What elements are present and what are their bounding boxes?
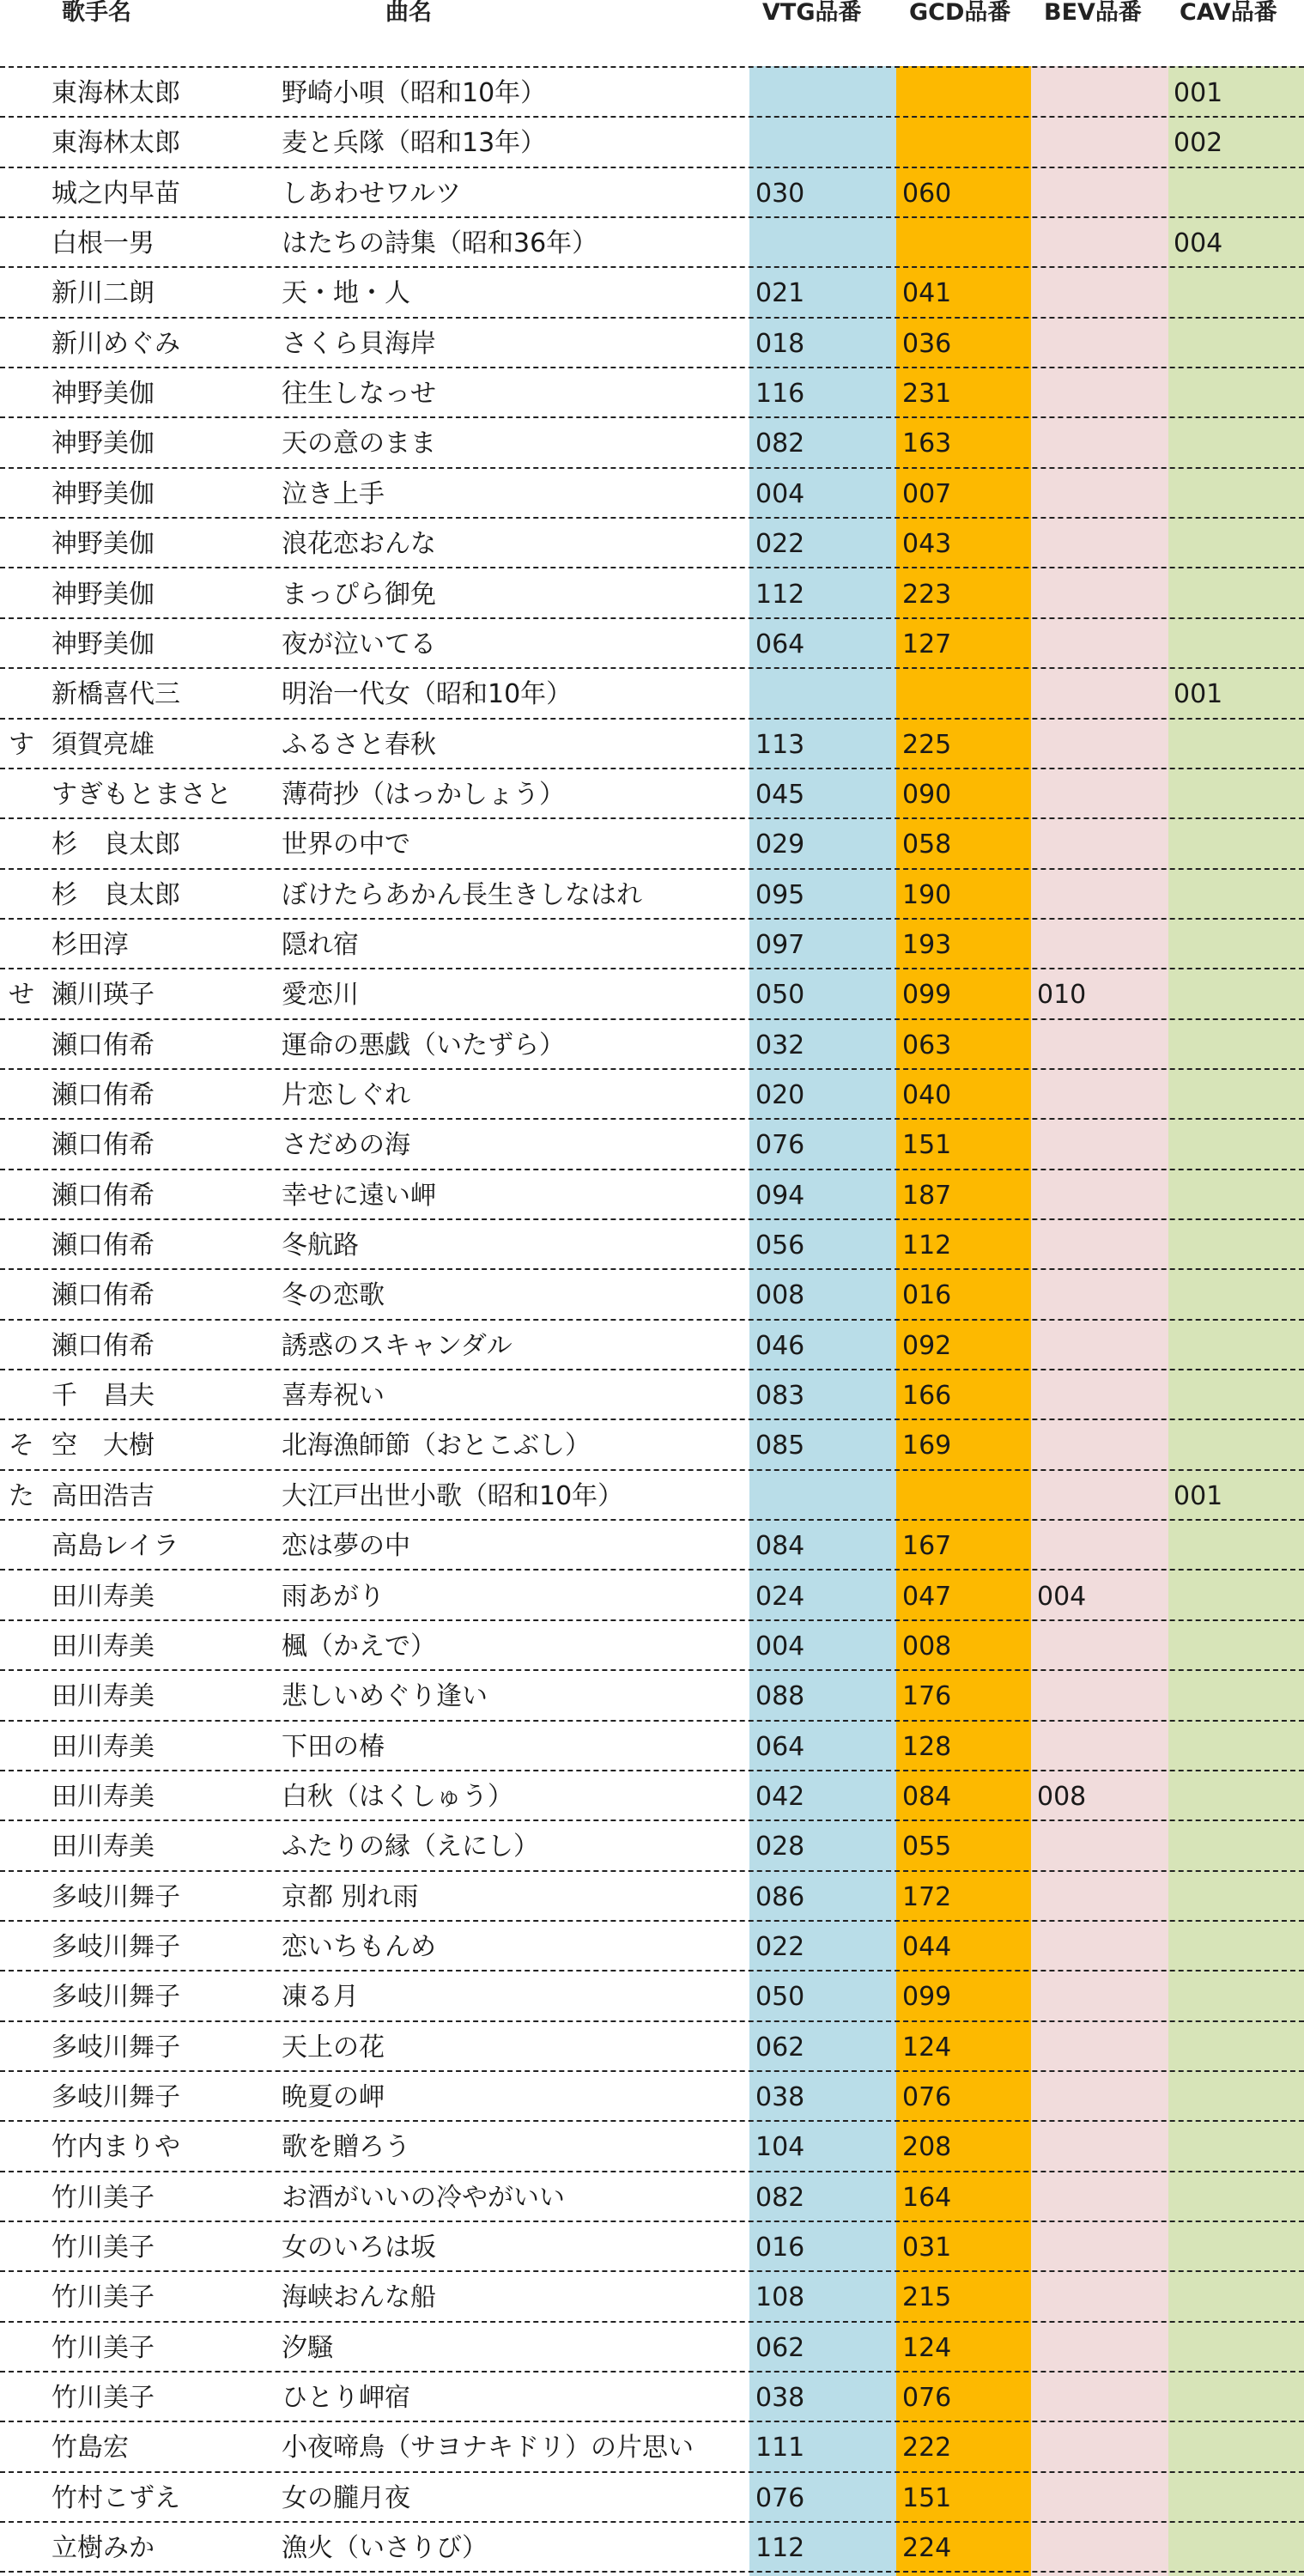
vtg-number: 022 — [755, 1931, 805, 1962]
song-title: 雨あがり — [282, 1581, 385, 1612]
table-row — [0, 2473, 1304, 2523]
artist-name: 神野美伽 — [52, 629, 155, 659]
song-title: 世界の中で — [282, 829, 410, 860]
gcd-number: 225 — [902, 729, 952, 760]
vtg-number: 018 — [755, 328, 805, 359]
table-row — [0, 1671, 1304, 1721]
header-title: 曲名 — [385, 0, 432, 26]
vtg-number: 038 — [755, 2082, 805, 2112]
song-title: 京都 別れ雨 — [282, 1881, 419, 1912]
vtg-number: 004 — [755, 478, 805, 509]
artist-name: 多岐川舞子 — [52, 1881, 180, 1912]
gcd-number: 166 — [902, 1381, 952, 1412]
gcd-number: 231 — [902, 379, 952, 410]
gcd-number: 151 — [902, 2482, 952, 2513]
kana-index: せ — [9, 980, 34, 1011]
artist-name: 竹内まりや — [52, 2132, 180, 2163]
vtg-number: 062 — [755, 2032, 805, 2063]
artist-name: 高田浩吉 — [52, 1480, 155, 1511]
gcd-number: 124 — [902, 2332, 952, 2363]
vtg-number: 008 — [755, 1280, 805, 1311]
song-title: 漁火（いさりび） — [282, 2533, 488, 2564]
vtg-number: 062 — [755, 2332, 805, 2363]
cav-number: 001 — [1174, 78, 1223, 108]
artist-name: 神野美伽 — [52, 428, 155, 459]
gcd-number: 099 — [902, 980, 952, 1011]
song-title: 誘惑のスキャンダル — [282, 1330, 513, 1361]
gcd-number: 055 — [902, 1832, 952, 1862]
gcd-number: 164 — [902, 2182, 952, 2213]
cav-number: 001 — [1174, 679, 1223, 710]
song-title: ひとり岬宿 — [282, 2383, 410, 2414]
gcd-number: 060 — [902, 178, 952, 209]
song-title: 麦と兵隊（昭和13年） — [282, 128, 547, 159]
table-row — [0, 2372, 1304, 2422]
vtg-number: 084 — [755, 1531, 805, 1562]
artist-name: すぎもとまさと — [52, 779, 232, 810]
table-row — [0, 1270, 1304, 1320]
table-row — [0, 2523, 1304, 2573]
header-cav: CAV品番 — [1180, 0, 1277, 26]
table-row — [0, 1420, 1304, 1470]
table-row — [0, 1971, 1304, 2021]
table-row — [0, 218, 1304, 268]
vtg-number: 024 — [755, 1581, 805, 1612]
table-row — [0, 268, 1304, 318]
vtg-number: 032 — [755, 1030, 805, 1060]
song-title: しあわせワルツ — [282, 178, 462, 209]
table-row — [0, 1771, 1304, 1821]
header-bev: BEV品番 — [1044, 0, 1142, 26]
gcd-number: 007 — [902, 478, 952, 509]
vtg-number: 016 — [755, 2233, 805, 2263]
song-title: 幸せに遠い岬 — [282, 1180, 436, 1211]
gcd-number: 167 — [902, 1531, 952, 1562]
song-title: 明治一代女（昭和10年） — [282, 679, 573, 710]
song-title: 晩夏の岬 — [282, 2082, 385, 2112]
song-title: はたちの詩集（昭和36年） — [282, 228, 598, 259]
table-row — [0, 368, 1304, 418]
vtg-number: 030 — [755, 178, 805, 209]
cav-number: 001 — [1174, 1480, 1223, 1511]
gcd-number: 016 — [902, 1280, 952, 1311]
artist-name: 新川めぐみ — [52, 328, 180, 359]
song-title: 女のいろは坂 — [282, 2233, 436, 2263]
vtg-number: 004 — [755, 1631, 805, 1662]
gcd-number: 222 — [902, 2433, 952, 2464]
artist-name: 杉 良太郎 — [52, 879, 180, 910]
song-title: ふるさと春秋 — [282, 729, 436, 760]
artist-name: 竹川美子 — [52, 2233, 155, 2263]
kana-index: す — [9, 729, 34, 760]
gcd-number: 040 — [902, 1080, 952, 1110]
gcd-number: 036 — [902, 328, 952, 359]
table-row — [0, 1521, 1304, 1571]
table-row — [0, 1020, 1304, 1070]
table-row — [0, 519, 1304, 568]
artist-name: 田川寿美 — [52, 1631, 155, 1662]
gcd-number: 223 — [902, 579, 952, 610]
table-row — [0, 720, 1304, 769]
gcd-number: 047 — [902, 1581, 952, 1612]
vtg-number: 076 — [755, 2482, 805, 2513]
bev-number: 004 — [1037, 1581, 1087, 1612]
table-row — [0, 118, 1304, 167]
gcd-number: 187 — [902, 1180, 952, 1211]
vtg-number: 083 — [755, 1381, 805, 1412]
table-row — [0, 819, 1304, 869]
header-artist: 歌手名 — [62, 0, 131, 26]
artist-name: 田川寿美 — [52, 1681, 155, 1712]
table-row — [0, 2172, 1304, 2222]
table-row — [0, 1571, 1304, 1621]
artist-name: 瀬口侑希 — [52, 1230, 155, 1261]
gcd-number: 124 — [902, 2032, 952, 2063]
gcd-number: 076 — [902, 2082, 952, 2112]
table-row — [0, 1872, 1304, 1922]
artist-name: 竹川美子 — [52, 2383, 155, 2414]
artist-name: 竹村こずえ — [52, 2482, 180, 2513]
artist-name: 多岐川舞子 — [52, 2082, 180, 2112]
artist-name: 神野美伽 — [52, 379, 155, 410]
vtg-number: 113 — [755, 729, 805, 760]
vtg-number: 038 — [755, 2383, 805, 2414]
vtg-number: 056 — [755, 1230, 805, 1261]
gcd-number: 099 — [902, 1982, 952, 2013]
cav-number: 004 — [1174, 228, 1223, 259]
song-title: 悲しいめぐり逢い — [282, 1681, 488, 1712]
table-row — [0, 1922, 1304, 1971]
table-row — [0, 870, 1304, 920]
artist-name: 田川寿美 — [52, 1731, 155, 1762]
song-title: 大江戸出世小歌（昭和10年） — [282, 1480, 624, 1511]
song-title: まっぴら御免 — [282, 579, 436, 610]
song-title: 下田の椿 — [282, 1731, 385, 1762]
gcd-number: 128 — [902, 1731, 952, 1762]
table-row — [0, 1722, 1304, 1771]
artist-name: 城之内早苗 — [52, 178, 180, 209]
vtg-number: 020 — [755, 1080, 805, 1110]
table-row — [0, 2222, 1304, 2272]
table-row — [0, 2122, 1304, 2172]
table-row — [0, 469, 1304, 519]
song-title: さくら貝海岸 — [282, 328, 436, 359]
bev-number: 008 — [1037, 1781, 1087, 1812]
vtg-number: 095 — [755, 879, 805, 910]
artist-name: 瀬口侑希 — [52, 1130, 155, 1161]
table-row — [0, 619, 1304, 669]
vtg-number: 086 — [755, 1881, 805, 1912]
song-title: 天上の花 — [282, 2032, 385, 2063]
song-title: 楓（かえで） — [282, 1631, 436, 1662]
song-title: ふたりの縁（えにし） — [282, 1832, 539, 1862]
artist-name: 田川寿美 — [52, 1832, 155, 1862]
gcd-number: 090 — [902, 779, 952, 810]
gcd-number: 008 — [902, 1631, 952, 1662]
gcd-number: 176 — [902, 1681, 952, 1712]
vtg-number: 082 — [755, 2182, 805, 2213]
artist-name: 杉 良太郎 — [52, 829, 180, 860]
table-row — [0, 418, 1304, 468]
vtg-number: 082 — [755, 428, 805, 459]
artist-name: 田川寿美 — [52, 1581, 155, 1612]
table-row — [0, 1170, 1304, 1220]
vtg-number: 029 — [755, 829, 805, 860]
vtg-number: 064 — [755, 1731, 805, 1762]
table-row — [0, 1321, 1304, 1370]
table-row — [0, 1621, 1304, 1671]
song-title: 喜寿祝い — [282, 1381, 385, 1412]
artist-name: 竹川美子 — [52, 2282, 155, 2313]
gcd-number: 043 — [902, 529, 952, 560]
song-title: 恋いちもんめ — [282, 1931, 436, 1962]
song-title: 北海漁師節（おとこぶし） — [282, 1431, 591, 1461]
gcd-number: 190 — [902, 879, 952, 910]
vtg-number: 028 — [755, 1832, 805, 1862]
song-title: 女の朧月夜 — [282, 2482, 410, 2513]
song-title: 白秋（はくしゅう） — [282, 1781, 513, 1812]
cav-number: 002 — [1174, 128, 1223, 159]
table-row — [0, 569, 1304, 619]
vtg-number: 046 — [755, 1330, 805, 1361]
table-row — [0, 1821, 1304, 1871]
song-title: 泣き上手 — [282, 478, 385, 509]
gcd-number: 058 — [902, 829, 952, 860]
song-title: 小夜啼鳥（サヨナキドリ）の片思い — [282, 2433, 694, 2464]
table-row — [0, 769, 1304, 819]
table-row — [0, 969, 1304, 1019]
gcd-number: 063 — [902, 1030, 952, 1060]
table-header — [0, 0, 1304, 26]
table-row — [0, 168, 1304, 218]
vtg-number: 022 — [755, 529, 805, 560]
song-title: 往生しなっせ — [282, 379, 436, 410]
gcd-number: 092 — [902, 1330, 952, 1361]
vtg-number: 085 — [755, 1431, 805, 1461]
artist-name: 竹島宏 — [52, 2433, 129, 2464]
song-title: 運命の悪戯（いたずら） — [282, 1030, 565, 1060]
song-title: 天の意のまま — [282, 428, 436, 459]
vtg-number: 094 — [755, 1180, 805, 1211]
bev-number: 010 — [1037, 980, 1087, 1011]
artist-name: 瀬口侑希 — [52, 1180, 155, 1211]
artist-name: 多岐川舞子 — [52, 1931, 180, 1962]
artist-name: 瀬口侑希 — [52, 1030, 155, 1060]
vtg-number: 104 — [755, 2132, 805, 2163]
artist-name: 神野美伽 — [52, 478, 155, 509]
gcd-number: 112 — [902, 1230, 952, 1261]
artist-name: 多岐川舞子 — [52, 1982, 180, 2013]
song-title: 愛恋川 — [282, 980, 359, 1011]
gcd-number: 208 — [902, 2132, 952, 2163]
table-row — [0, 1070, 1304, 1120]
artist-name: 高島レイラ — [52, 1531, 179, 1562]
song-title: 恋は夢の中 — [282, 1531, 410, 1562]
table-row — [0, 1220, 1304, 1270]
artist-name: 竹川美子 — [52, 2332, 155, 2363]
song-title: 凍る月 — [282, 1982, 359, 2013]
artist-name: 新橋喜代三 — [52, 679, 180, 710]
gcd-number: 044 — [902, 1931, 952, 1962]
song-title: 野崎小唄（昭和10年） — [282, 78, 547, 108]
table-row — [0, 2323, 1304, 2372]
kana-index: た — [9, 1480, 34, 1511]
gcd-number: 041 — [902, 278, 952, 309]
song-title: さだめの海 — [282, 1130, 410, 1161]
song-title: 天・地・人 — [282, 278, 410, 309]
artist-name: 瀬口侑希 — [52, 1080, 155, 1110]
song-title: お酒がいいの冷やがいい — [282, 2182, 565, 2213]
song-title: 冬の恋歌 — [282, 1280, 385, 1311]
gcd-number: 151 — [902, 1130, 952, 1161]
song-title: 夜が泣いてる — [282, 629, 436, 659]
artist-name: 多岐川舞子 — [52, 2032, 180, 2063]
song-title: 海峡おんな船 — [282, 2282, 436, 2313]
gcd-number: 224 — [902, 2533, 952, 2564]
table-row — [0, 2022, 1304, 2072]
artist-name: 千 昌夫 — [52, 1381, 155, 1412]
artist-name: 神野美伽 — [52, 529, 155, 560]
gcd-number: 031 — [902, 2233, 952, 2263]
song-title: 隠れ宿 — [282, 929, 359, 960]
table-row — [0, 68, 1304, 118]
vtg-number: 097 — [755, 929, 805, 960]
artist-name: 神野美伽 — [52, 579, 155, 610]
vtg-number: 116 — [755, 379, 805, 410]
artist-name: 田川寿美 — [52, 1781, 155, 1812]
table-row — [0, 1370, 1304, 1420]
artist-name: 須賀亮雄 — [52, 729, 155, 760]
vtg-number: 108 — [755, 2282, 805, 2313]
table-row — [0, 2072, 1304, 2122]
song-title: 片恋しぐれ — [282, 1080, 410, 1110]
artist-name: 立樹みか — [52, 2533, 155, 2564]
table-row — [0, 1471, 1304, 1521]
table-row — [0, 2272, 1304, 2322]
vtg-number: 112 — [755, 579, 805, 610]
vtg-number: 045 — [755, 779, 805, 810]
artist-name: 東海林太郎 — [52, 128, 180, 159]
vtg-number: 088 — [755, 1681, 805, 1712]
artist-name: 瀬川瑛子 — [52, 980, 155, 1011]
gcd-number: 084 — [902, 1781, 952, 1812]
song-title: 薄荷抄（はっかしょう） — [282, 779, 565, 810]
gcd-number: 215 — [902, 2282, 952, 2313]
song-title: 冬航路 — [282, 1230, 359, 1261]
vtg-number: 042 — [755, 1781, 805, 1812]
artist-name: 瀬口侑希 — [52, 1280, 155, 1311]
gcd-number: 127 — [902, 629, 952, 659]
vtg-number: 050 — [755, 1982, 805, 2013]
song-title: 汐騒 — [282, 2332, 333, 2363]
artist-name: 杉田淳 — [52, 929, 129, 960]
kana-index: そ — [9, 1431, 34, 1461]
artist-name: 白根一男 — [52, 228, 155, 259]
vtg-number: 111 — [755, 2433, 805, 2464]
gcd-number: 076 — [902, 2383, 952, 2414]
gcd-number: 172 — [902, 1881, 952, 1912]
gcd-number: 163 — [902, 428, 952, 459]
vtg-number: 021 — [755, 278, 805, 309]
song-title: 歌を贈ろう — [282, 2132, 410, 2163]
artist-name: 新川二朗 — [52, 278, 155, 309]
table-row — [0, 319, 1304, 368]
vtg-number: 064 — [755, 629, 805, 659]
artist-name: 東海林太郎 — [52, 78, 180, 108]
header-vtg: VTG品番 — [762, 0, 862, 26]
gcd-number: 169 — [902, 1431, 952, 1461]
artist-name: 空 大樹 — [52, 1431, 155, 1461]
artist-name: 瀬口侑希 — [52, 1330, 155, 1361]
gcd-number: 193 — [902, 929, 952, 960]
table-row — [0, 1120, 1304, 1170]
song-title: ぼけたらあかん長生きしなはれ — [282, 879, 642, 910]
table-row — [0, 2422, 1304, 2472]
artist-name: 竹川美子 — [52, 2182, 155, 2213]
vtg-number: 076 — [755, 1130, 805, 1161]
table-row — [0, 669, 1304, 719]
vtg-number: 050 — [755, 980, 805, 1011]
table-row — [0, 920, 1304, 969]
vtg-number: 112 — [755, 2533, 805, 2564]
song-title: 浪花恋おんな — [282, 529, 436, 560]
header-gcd: GCD品番 — [909, 0, 1011, 26]
